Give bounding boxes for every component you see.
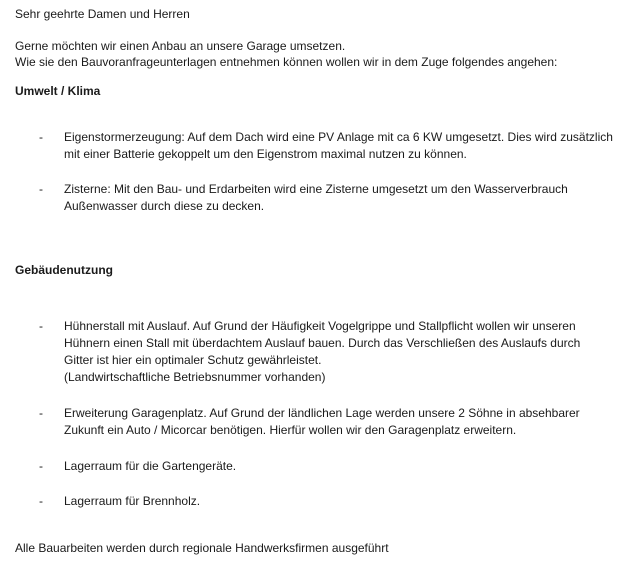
list-item-line: Hühnern einen Stall mit überdachtem Auslauf bauen. Durch das Verschließen des Auslaufs durch bbox=[64, 336, 581, 350]
bullet-dash: - bbox=[39, 182, 43, 196]
intro-line-1: Gerne möchten wir einen Anbau an unsere Garage umsetzen. bbox=[15, 39, 346, 53]
list-item-line: Lagerraum für die Gartengeräte. bbox=[64, 459, 237, 473]
list-item-line: Hühnerstall mit Auslauf. Auf Grund der Häufigkeit Vogelgrippe und Stallpflicht wollen wir unseren bbox=[64, 319, 576, 333]
section-heading-gebaeudenutzung: Gebäudenutzung bbox=[15, 263, 113, 277]
list-item-line: Eigenstormerzeugung: Auf dem Dach wird eine PV Anlage mit ca 6 KW umgesetzt. Dies wird zusätzlich bbox=[64, 130, 613, 144]
salutation: Sehr geehrte Damen und Herren bbox=[15, 7, 190, 21]
bullet-dash: - bbox=[39, 494, 43, 508]
list-item-line: Außenwasser durch diese zu decken. bbox=[64, 199, 265, 213]
list-item-line: Lagerraum für Brennholz. bbox=[64, 494, 201, 508]
bullet-dash: - bbox=[39, 406, 43, 420]
list-item-line: Gitter ist hier ein optimaler Schutz gewährleistet. bbox=[64, 353, 322, 367]
bullet-dash: - bbox=[39, 459, 43, 473]
section-heading-umwelt: Umwelt / Klima bbox=[15, 84, 101, 98]
closing-line: Alle Bauarbeiten werden durch regionale Handwerksfirmen ausgeführt bbox=[15, 541, 389, 555]
list-item-line: Zisterne: Mit den Bau- und Erdarbeiten wird eine Zisterne umgesetzt um den Wasserverbrauch bbox=[64, 182, 568, 196]
bullet-dash: - bbox=[39, 319, 43, 333]
list-item-line: mit einer Batterie gekoppelt um den Eigenstrom maximal nutzen zu können. bbox=[64, 147, 467, 161]
list-item-line: Zukunft ein Auto / Micorcar benötigen. Hierfür wollen wir den Garagenplatz erweitern. bbox=[64, 423, 517, 437]
list-item-line: Erweiterung Garagenplatz. Auf Grund der ländlichen Lage werden unsere 2 Söhne in absehbarer bbox=[64, 406, 580, 420]
intro-line-2: Wie sie den Bauvoranfrageunterlagen entnehmen können wollen wir in dem Zuge folgendes angehen: bbox=[15, 55, 558, 69]
bullet-dash: - bbox=[39, 130, 43, 144]
list-item-line: (Landwirtschaftliche Betriebsnummer vorhanden) bbox=[64, 370, 326, 384]
